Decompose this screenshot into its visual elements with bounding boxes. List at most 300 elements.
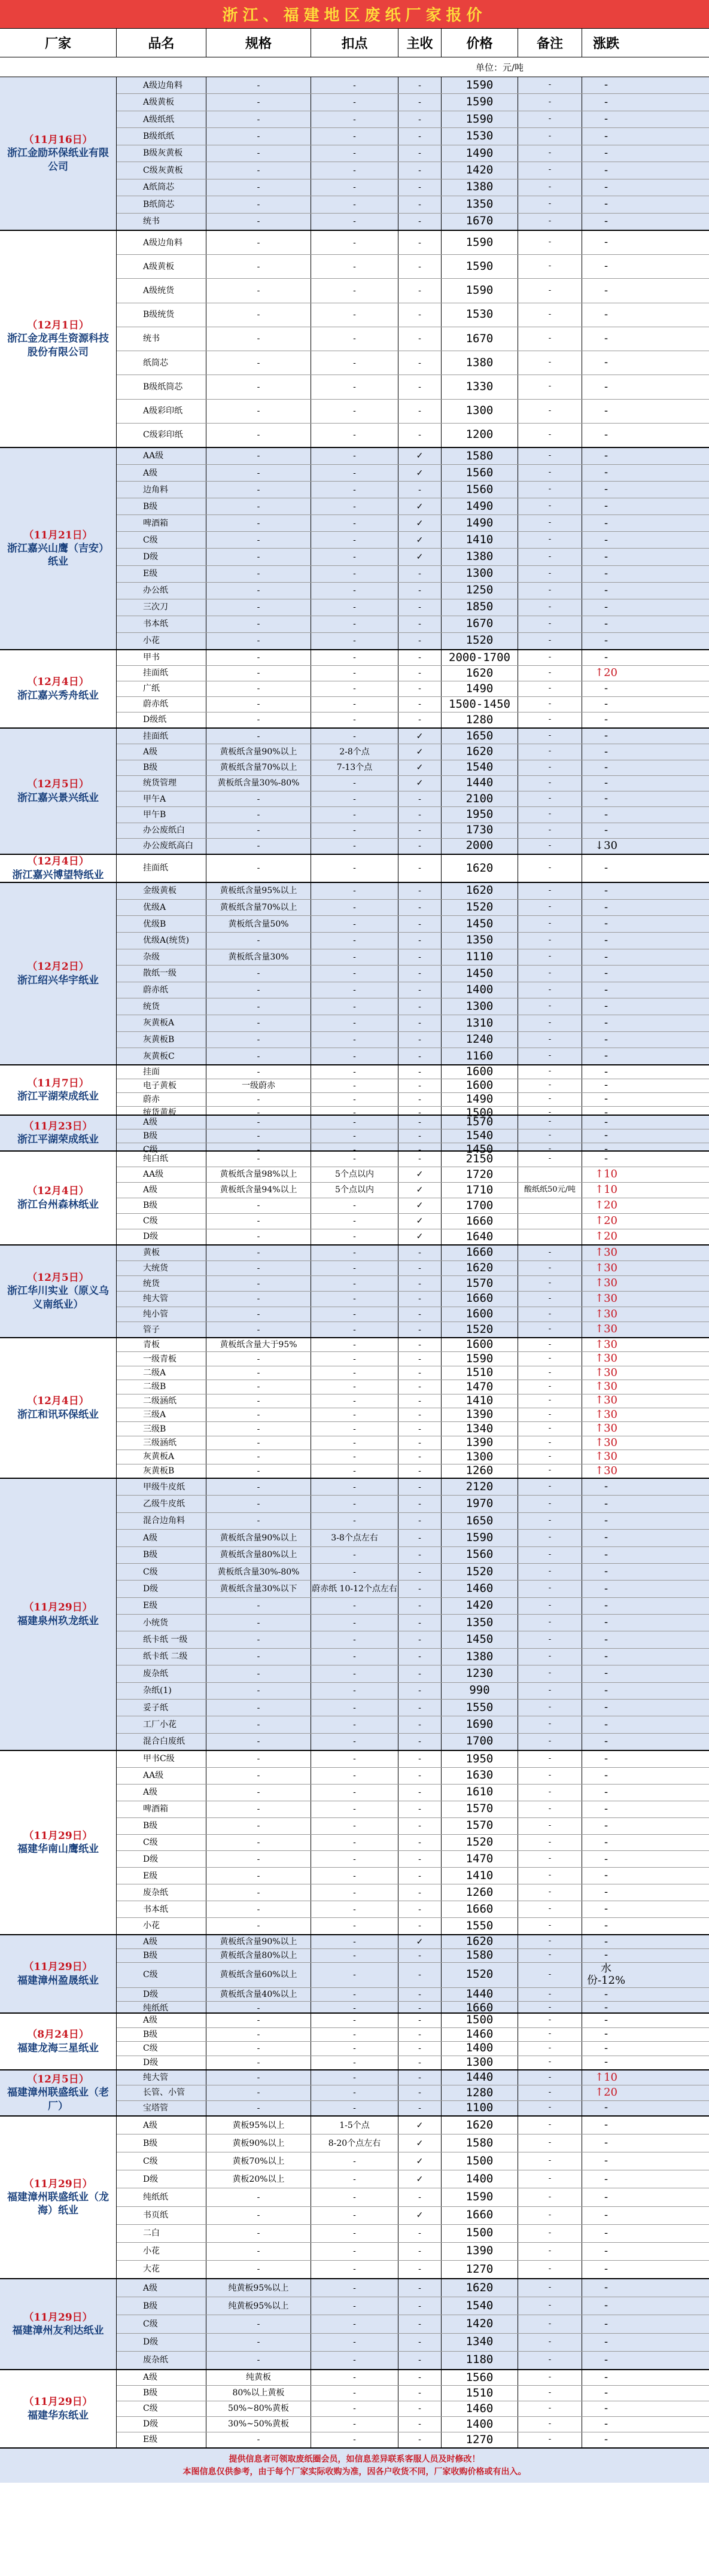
factory-date: （8月24日） (27, 2029, 89, 2041)
product-name-cell: D级 (117, 2334, 206, 2351)
price-cell: 1590 (442, 77, 518, 93)
spec-cell: - (206, 327, 311, 351)
change-cell: ↑30 (595, 1436, 617, 1449)
deduction-cell: - (311, 633, 398, 649)
spec-cell: - (206, 1884, 311, 1901)
spec-cell: 黄板20%以上 (206, 2170, 311, 2188)
spec-cell: - (206, 498, 311, 514)
main-receive-cell: - (398, 599, 442, 616)
change-cell: - (604, 1092, 608, 1106)
deduction-cell: - (311, 1479, 398, 1495)
note-cell: - (518, 666, 582, 681)
change-cell: - (604, 1869, 608, 1882)
table-row (117, 666, 709, 681)
factory-date: （11月29日） (23, 1829, 93, 1842)
deduction-cell: - (311, 1649, 398, 1665)
change-cell: - (604, 1065, 608, 1078)
header-1: 品名 (117, 29, 206, 57)
product-name-cell: B级灰黄板 (117, 145, 206, 162)
spec-cell: - (206, 1436, 311, 1450)
change-cell: - (604, 380, 608, 393)
main-receive-cell: ✓ (398, 549, 442, 565)
factory-date: （12月1日） (27, 319, 89, 332)
product-name-cell: D级纸 (117, 712, 206, 727)
deduction-cell: - (311, 1884, 398, 1901)
change-cell: - (604, 698, 608, 711)
price-cell: 1410 (442, 1394, 518, 1408)
note-cell: - (518, 1422, 582, 1435)
price-cell: 1500-1450 (442, 697, 518, 712)
spec-cell: - (206, 2028, 311, 2042)
product-name-cell: 灰黄板B (117, 1032, 206, 1048)
spec-cell: - (206, 666, 311, 681)
spec-cell: - (206, 616, 311, 632)
main-receive-cell: - (398, 697, 442, 712)
table-row (117, 179, 709, 196)
deduction-cell: - (311, 279, 398, 302)
change-cell: - (604, 967, 608, 980)
note-cell: - (518, 1352, 582, 1365)
note-cell: - (518, 279, 582, 302)
main-receive-cell: - (398, 1246, 442, 1260)
deduction-cell: - (311, 1015, 398, 1031)
main-receive-cell: - (398, 1884, 442, 1901)
main-receive-cell: ✓ (398, 760, 442, 775)
change-cell: - (604, 2417, 608, 2431)
spec-cell: - (206, 1048, 311, 1064)
table-row (117, 1129, 709, 1143)
price-cell: 1240 (442, 1032, 518, 1048)
change-cell: ↑30 (595, 1352, 617, 1365)
price-cell: 1600 (442, 1338, 518, 1351)
table-row (117, 2401, 709, 2417)
note-cell: - (518, 2386, 582, 2401)
price-cell: 1500 (442, 1107, 518, 1120)
change-cell: - (604, 2014, 608, 2026)
note-cell: - (518, 1564, 582, 1580)
note-cell: - (518, 1261, 582, 1276)
note-cell: - (518, 1901, 582, 1917)
change-cell: ↑30 (595, 1380, 617, 1393)
note-cell: - (518, 482, 582, 498)
table-row (117, 823, 709, 839)
price-cell: 1520 (442, 1322, 518, 1337)
table-row (117, 2028, 709, 2042)
change-cell: - (604, 2402, 608, 2415)
note-cell: - (518, 949, 582, 966)
price-cell: 1620 (442, 2279, 518, 2297)
note-cell: - (518, 1918, 582, 1934)
change-cell: - (604, 808, 608, 821)
deduction-cell: - (311, 791, 398, 806)
factory-cell (0, 1751, 117, 1934)
main-receive-cell: - (398, 2101, 442, 2115)
factory-section (0, 2014, 709, 2070)
note-cell: - (518, 2370, 582, 2385)
price-cell: 1300 (442, 998, 518, 1015)
main-receive-cell: - (398, 2056, 442, 2070)
factory-name: 浙江台州森林纸业 (17, 1198, 99, 1211)
deduction-cell: - (311, 599, 398, 616)
price-cell: 1590 (442, 2188, 518, 2206)
main-receive-cell: - (398, 2370, 442, 2385)
table-row (117, 1631, 709, 1648)
change-cell: - (604, 861, 608, 875)
table-row (117, 900, 709, 916)
product-name-cell: D级 (117, 2056, 206, 2070)
main-receive-cell: - (398, 1665, 442, 1682)
main-receive-cell: - (398, 791, 442, 806)
factory-name: 福建漳州联盛纸业（老厂） (7, 2087, 109, 2112)
main-receive-cell: - (398, 1292, 442, 1307)
price-cell: 1520 (442, 1564, 518, 1580)
price-cell: 1600 (442, 1307, 518, 1322)
product-name-cell: 混合白废纸 (117, 1734, 206, 1750)
product-name-cell: 挂面纸 (117, 855, 206, 882)
change-cell: - (604, 1079, 608, 1092)
main-receive-cell: - (398, 1079, 442, 1092)
price-cell: 1660 (442, 1214, 518, 1229)
price-cell: 1580 (442, 448, 518, 464)
spec-cell: - (206, 1065, 311, 1079)
change-cell: - (604, 583, 608, 596)
product-name-cell: C级 (117, 1963, 206, 1987)
factory-cell (0, 1338, 117, 1478)
price-cell: 990 (442, 1683, 518, 1699)
price-cell: 1490 (442, 498, 518, 514)
change-cell: - (604, 884, 608, 897)
deduction-cell: - (311, 2334, 398, 2351)
price-cell: 1670 (442, 327, 518, 351)
main-receive-cell: - (398, 2225, 442, 2242)
note-cell: - (518, 966, 582, 982)
note-cell: - (518, 2056, 582, 2070)
table-row (117, 1530, 709, 1546)
table-row (117, 2279, 709, 2297)
spec-cell: 黄板95%以上 (206, 2117, 311, 2134)
price-cell: 1280 (442, 712, 518, 727)
price-cell: 1410 (442, 532, 518, 548)
product-name-cell: A级 (117, 744, 206, 759)
header-7: 涨跌 (592, 36, 619, 51)
price-cell: 1560 (442, 465, 518, 481)
note-cell: - (518, 1547, 582, 1563)
change-cell: ↑30 (595, 1338, 617, 1351)
product-name-cell: 小花 (117, 2243, 206, 2260)
spec-cell: - (206, 1768, 311, 1784)
deduction-cell: 3-8个点左右 (311, 1530, 398, 1546)
spec-cell: - (206, 2207, 311, 2224)
main-receive-cell: - (398, 1032, 442, 1048)
main-receive-cell: - (398, 1963, 442, 1987)
product-name-cell: 挂面 (117, 1065, 206, 1079)
price-cell: 1620 (442, 883, 518, 899)
deduction-cell: - (311, 255, 398, 278)
factory-section (0, 883, 709, 1065)
spec-cell: - (206, 424, 311, 447)
product-name-cell: 统货 (117, 1276, 206, 1291)
price-cell: 1260 (442, 1884, 518, 1901)
price-cell: 1700 (442, 1734, 518, 1750)
spec-cell: 黄板纸含量95%以上 (206, 883, 311, 899)
deduction-cell: - (311, 179, 398, 196)
price-cell: 2000-1700 (442, 650, 518, 665)
deduction-cell: - (311, 933, 398, 949)
spec-cell: - (206, 214, 311, 230)
main-receive-cell: - (398, 2417, 442, 2432)
change-cell: - (604, 1016, 608, 1030)
note-cell: - (518, 839, 582, 854)
change-cell: - (604, 2371, 608, 2384)
table-row (117, 2370, 709, 2386)
factory-date: （12月5日） (27, 778, 89, 791)
price-cell: 1390 (442, 1436, 518, 1450)
note-cell: - (518, 94, 582, 110)
change-cell: - (604, 2244, 608, 2257)
deduction-cell: - (311, 982, 398, 998)
note-cell: - (518, 807, 582, 822)
factory-name: 浙江嘉兴山鹰（吉安）纸业 (7, 542, 109, 568)
main-receive-cell: - (398, 375, 442, 398)
change-cell: - (604, 1633, 608, 1646)
table-row (117, 1307, 709, 1323)
change-cell: - (604, 284, 608, 297)
price-cell: 1970 (442, 1496, 518, 1512)
deduction-cell: - (311, 681, 398, 696)
note-cell: - (518, 2334, 582, 2351)
product-name-cell: 青板 (117, 1338, 206, 1351)
product-name-cell: 办公废纸白 (117, 823, 206, 838)
table-row (117, 1229, 709, 1244)
deduction-cell: - (311, 1935, 398, 1948)
note-cell: - (518, 532, 582, 548)
note-cell: - (518, 1065, 582, 1079)
change-cell: - (604, 2172, 608, 2185)
price-cell: 1180 (442, 2352, 518, 2369)
product-name-cell: 挂面纸 (117, 666, 206, 681)
product-name-cell: B级 (117, 1818, 206, 1834)
product-name-cell: C级彩印纸 (117, 424, 206, 447)
product-name-cell: 灰黄板B (117, 1464, 206, 1478)
main-receive-cell: - (398, 2279, 442, 2297)
deduction-cell: - (311, 1700, 398, 1716)
product-name-cell: D级 (117, 1988, 206, 2001)
spec-cell: - (206, 94, 311, 110)
table-row (117, 1048, 709, 1064)
table-row (117, 616, 709, 633)
spec-cell: - (206, 145, 311, 162)
spec-cell: - (206, 279, 311, 302)
factory-name: 浙江嘉兴秀舟纸业 (17, 689, 99, 702)
product-name-cell: 纸卡纸 一级 (117, 1631, 206, 1648)
main-receive-cell: - (398, 712, 442, 727)
product-name-cell: 甲午A (117, 791, 206, 806)
price-cell: 1390 (442, 1408, 518, 1421)
change-cell: - (604, 1650, 608, 1663)
price-cell: 1730 (442, 823, 518, 838)
factory-date: （11月29日） (23, 2178, 93, 2190)
main-receive-cell: - (398, 1276, 442, 1291)
main-receive-cell: - (398, 1116, 442, 1129)
note-cell: - (518, 1079, 582, 1092)
spec-cell: - (206, 839, 311, 854)
deduction-cell: - (311, 2002, 398, 2015)
note-cell: - (518, 1129, 582, 1143)
factory-cell (0, 2370, 117, 2447)
factory-cell (0, 1479, 117, 1750)
price-cell: 1570 (442, 1116, 518, 1129)
price-cell: 1390 (442, 2243, 518, 2260)
note-cell: - (518, 1394, 582, 1408)
price-cell: 1460 (442, 1581, 518, 1597)
deduction-cell: - (311, 1408, 398, 1421)
table-row (117, 162, 709, 179)
change-cell: - (604, 600, 608, 613)
note-cell: - (518, 128, 582, 144)
table-row (117, 1751, 709, 1768)
deduction-cell: - (311, 1129, 398, 1143)
main-receive-cell: - (398, 933, 442, 949)
product-name-cell: 妥子纸 (117, 1700, 206, 1716)
note-cell: - (518, 729, 582, 744)
note-cell: - (518, 303, 582, 327)
table-row (117, 1380, 709, 1394)
deduction-cell: - (311, 1734, 398, 1750)
main-receive-cell: - (398, 424, 442, 447)
deduction-cell: - (311, 2207, 398, 2224)
deduction-cell: - (311, 839, 398, 854)
change-cell: - (604, 214, 608, 227)
factory-cell (0, 2014, 117, 2069)
product-name-cell: 灰黄板A (117, 1015, 206, 1031)
note-cell: - (518, 1450, 582, 1463)
price-cell: 1500 (442, 2225, 518, 2242)
note-cell: - (518, 1048, 582, 1064)
deduction-cell: - (311, 465, 398, 481)
main-receive-cell: - (398, 327, 442, 351)
change-cell: - (604, 1116, 608, 1128)
factory-date: （11月29日） (23, 1601, 93, 1614)
product-name-cell: 纯大管 (117, 2070, 206, 2085)
product-name-cell: E级 (117, 2432, 206, 2447)
main-receive-cell: - (398, 1107, 442, 1120)
price-cell: 1640 (442, 1229, 518, 1244)
product-name-cell: 二级涵纸 (117, 1394, 206, 1408)
price-cell: 1300 (442, 566, 518, 582)
product-name-cell: C级 (117, 1143, 206, 1156)
table-row (117, 351, 709, 375)
note-cell: - (518, 1116, 582, 1129)
deduction-cell: - (311, 2386, 398, 2401)
table-row (117, 633, 709, 649)
change-cell: - (604, 516, 608, 529)
spec-cell: - (206, 162, 311, 178)
spec-cell: - (206, 1380, 311, 1393)
table-row (117, 1322, 709, 1337)
product-name-cell: C级 (117, 2152, 206, 2170)
table-row (117, 697, 709, 712)
factory-cell (0, 650, 117, 727)
product-name-cell: 书本纸 (117, 616, 206, 632)
product-name-cell: 统货 (117, 998, 206, 1015)
product-name-cell: 统货管理 (117, 776, 206, 791)
price-cell: 1560 (442, 2370, 518, 2385)
table-row (117, 949, 709, 966)
spec-cell: - (206, 2101, 311, 2115)
product-name-cell: A级 (117, 2014, 206, 2027)
note-cell: - (518, 1246, 582, 1260)
main-receive-cell: ✓ (398, 515, 442, 531)
change-cell: - (604, 2208, 608, 2221)
main-receive-cell: ✓ (398, 1167, 442, 1182)
table-row (117, 2261, 709, 2278)
price-table (0, 77, 709, 2449)
deduction-cell: - (311, 2028, 398, 2042)
main-receive-cell: - (398, 2028, 442, 2042)
product-name-cell: C级 (117, 2315, 206, 2333)
deduction-cell: - (311, 2279, 398, 2297)
price-cell: 1560 (442, 482, 518, 498)
price-cell: 1600 (442, 1079, 518, 1092)
table-row (117, 1547, 709, 1564)
change-cell: - (604, 1582, 608, 1595)
note-cell: - (518, 1581, 582, 1597)
spec-cell: - (206, 128, 311, 144)
note-cell: - (518, 1683, 582, 1699)
product-name-cell: A级 (117, 1785, 206, 1801)
deduction-cell: - (311, 966, 398, 982)
note-cell: - (518, 1818, 582, 1834)
deduction-cell: - (311, 1851, 398, 1867)
table-row (117, 1183, 709, 1198)
price-cell: 1490 (442, 515, 518, 531)
main-receive-cell: - (398, 1394, 442, 1408)
change-cell: - (604, 260, 608, 273)
change-cell: - (604, 1497, 608, 1510)
spec-cell: - (206, 1851, 311, 1867)
table-row (117, 2152, 709, 2170)
main-receive-cell: - (398, 900, 442, 916)
note-cell: - (518, 77, 582, 93)
note-cell: - (518, 681, 582, 696)
note-cell: - (518, 1496, 582, 1512)
main-receive-cell: ✓ (398, 776, 442, 791)
deduction-cell: 7-13个点 (311, 760, 398, 775)
deduction-cell: - (311, 776, 398, 791)
change-cell: - (604, 823, 608, 836)
price-cell: 1450 (442, 1631, 518, 1648)
note-cell: - (518, 1988, 582, 2001)
price-cell: 1540 (442, 760, 518, 775)
price-cell: 1440 (442, 2070, 518, 2085)
price-cell: 1460 (442, 2028, 518, 2042)
main-receive-cell: - (398, 1581, 442, 1597)
note-cell: - (518, 255, 582, 278)
price-cell: 1470 (442, 1380, 518, 1393)
main-receive-cell: - (398, 2085, 442, 2100)
price-cell: 1490 (442, 145, 518, 162)
table-row (117, 599, 709, 616)
main-receive-cell: - (398, 2188, 442, 2206)
footer-line-2: 本图信息仅供参考，由于每个厂家实际收购为准，因各户收货不同，厂家收购价格或有出入。 (182, 2467, 527, 2477)
main-receive-cell: ✓ (398, 2135, 442, 2152)
product-name-cell: 小统货 (117, 1615, 206, 1631)
change-cell: - (604, 617, 608, 630)
change-cell: - (604, 917, 608, 930)
change-cell: - (604, 1819, 608, 1832)
main-receive-cell: - (398, 1785, 442, 1801)
spec-cell: - (206, 2085, 311, 2100)
